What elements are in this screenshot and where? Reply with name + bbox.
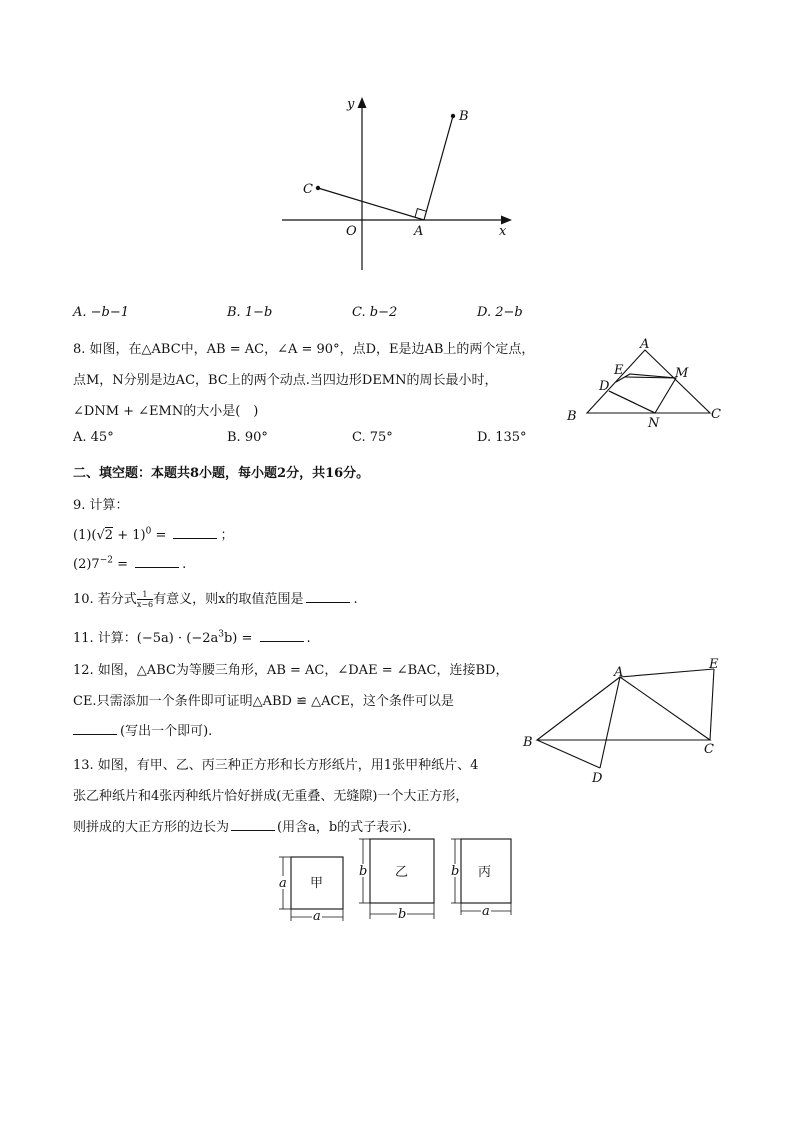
label-n: N — [648, 416, 660, 430]
q9-part2 — [73, 555, 186, 572]
y-axis-arrow-icon — [358, 97, 367, 108]
q9-p2-eq: = — [112, 557, 133, 572]
q9-title: 9. 计算： — [73, 498, 129, 513]
q10-end: . — [353, 592, 358, 607]
point-c — [316, 186, 320, 190]
q11 — [73, 627, 311, 646]
section-2-heading: 二、填空题：本题共8小题，每小题2分，共16分。 — [73, 466, 370, 481]
q13-line1: 13. 如图，有甲、乙、丙三种正方形和长方形纸片，用1张甲种纸片、4 — [73, 758, 479, 773]
q12-line1: 12. 如图，△ABC为等腰三角形，AB = AC，∠DAE = ∠BAC，连接BD， — [73, 663, 509, 678]
segment-dn — [609, 391, 655, 413]
segment-ab — [424, 116, 453, 220]
label-d: D — [592, 771, 603, 786]
q8-figure — [560, 335, 730, 430]
q13-line3-text: 则拼成的大正方形的边长为 — [73, 820, 230, 835]
q13-line3 — [73, 816, 411, 835]
q9-p2-blank[interactable] — [135, 555, 179, 568]
q11-blank[interactable] — [260, 629, 304, 642]
q12-blank[interactable] — [73, 722, 117, 735]
q11-prefix: 11. 计算：(−5a) · (−2a — [73, 631, 219, 646]
q8-line2: 点M，N分别是边AC，BC上的两个动点.当四边形DEMN的周长最小时， — [73, 373, 498, 388]
label-a: A — [414, 224, 424, 239]
q10-numerator: 1 — [137, 590, 153, 600]
q7-figure — [270, 90, 530, 280]
q10-prefix: 10. 若分式 — [73, 592, 137, 607]
q10-denominator: x−6 — [136, 600, 154, 609]
jia-label: 甲 — [310, 876, 324, 891]
q10-mid: 有意义，则x的取值范围是 — [153, 592, 304, 607]
q9-p1-blank[interactable] — [173, 526, 217, 539]
q7-option-c: C. b−2 — [352, 305, 398, 320]
segment-ae — [620, 669, 714, 677]
q11-exp: 3 — [218, 629, 224, 640]
q13-line2: 张乙种纸片和4张丙种纸片恰好拼成(无重叠、无缝隙)一个大正方形， — [73, 789, 469, 804]
label-d: D — [599, 379, 610, 394]
q12-line2: CE.只需添加一个条件即可证明△ABD ≌ △ACE，这个条件可以是 — [73, 694, 454, 709]
q9-p1-rest: + 1) — [113, 528, 146, 543]
label-e: E — [709, 657, 719, 672]
triangle-abc — [537, 677, 710, 740]
q9-p1-sqrt: 2 — [104, 528, 114, 543]
label-y: y — [347, 97, 355, 112]
jia-bottom-label: a — [313, 909, 321, 924]
q9-p1-prefix: (1)( — [73, 528, 97, 543]
q11-rest: b) = — [223, 631, 257, 646]
q8-option-a: A. 45° — [73, 430, 114, 445]
segment-ac — [318, 188, 424, 220]
yi-side-label: b — [359, 864, 368, 879]
label-b: B — [523, 735, 533, 750]
q9-p2-end: . — [182, 557, 187, 572]
q8-line1: 8. 如图，在△ABC中，AB = AC，∠A = 90°，点D，E是边AB上的两个定点， — [73, 342, 535, 357]
segment-bd — [537, 740, 600, 768]
label-x: x — [499, 224, 507, 239]
label-e: E — [614, 363, 624, 378]
label-o: O — [346, 224, 357, 239]
point-b — [451, 114, 455, 118]
bing-side-label: b — [451, 864, 460, 879]
q7-option-d: D. 2−b — [477, 305, 523, 320]
segment-ad — [600, 677, 620, 768]
q9-p2-exp: −2 — [99, 555, 113, 566]
yi-label: 乙 — [395, 865, 409, 880]
q12-line3 — [73, 720, 212, 739]
yi-bottom-label: b — [398, 907, 407, 922]
label-c: C — [711, 407, 721, 422]
q8-option-d: D. 135° — [477, 430, 527, 445]
q9-part1 — [73, 524, 234, 543]
q8-line3: ∠DNM + ∠EMN的大小是( ) — [73, 404, 259, 419]
label-c: C — [704, 742, 714, 757]
bing-bottom-label: a — [482, 904, 490, 919]
q13-line3-end: (用含a，b的式子表示). — [277, 820, 412, 835]
q9-p1-exp: 0 — [145, 526, 152, 537]
q13-figure — [275, 835, 535, 925]
sqrt-icon: √ — [96, 528, 105, 543]
q9-p1-end: ； — [220, 528, 234, 543]
label-b: B — [567, 409, 577, 424]
q11-end: . — [306, 631, 311, 646]
q9-p1-eq: = — [151, 528, 171, 543]
q12-figure — [515, 652, 740, 787]
q9-p2-prefix: (2)7 — [73, 557, 100, 572]
label-a: A — [614, 665, 624, 680]
q7-option-a: A. −b−1 — [73, 305, 130, 320]
label-a: A — [640, 337, 650, 352]
q10-fraction — [137, 590, 153, 609]
q7-option-b: B. 1−b — [227, 305, 273, 320]
bing-label: 丙 — [478, 865, 492, 880]
q13-blank[interactable] — [231, 818, 275, 831]
q12-line3-text: (写出一个即可). — [120, 724, 213, 739]
segment-ce — [710, 669, 714, 740]
label-m: M — [675, 366, 689, 381]
q8-option-b: B. 90° — [227, 430, 268, 445]
q8-option-c: C. 75° — [352, 430, 393, 445]
label-b: B — [459, 109, 469, 124]
q10-blank[interactable] — [306, 590, 350, 603]
label-c: C — [303, 182, 313, 197]
jia-side-label: a — [279, 876, 287, 891]
q10 — [73, 588, 358, 609]
